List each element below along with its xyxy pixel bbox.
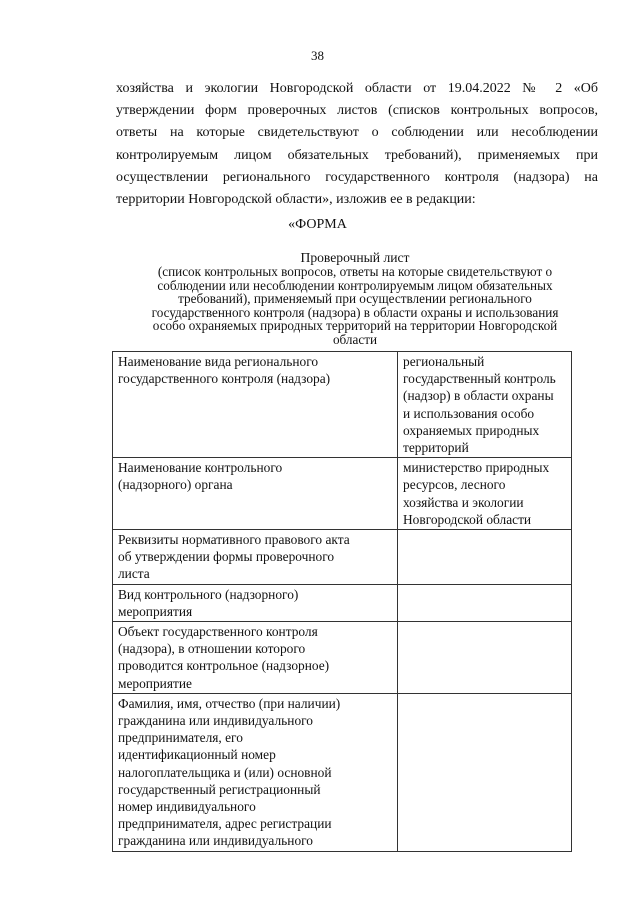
title-line: государственного контроля (надзора) в области охраны и использования xyxy=(151,304,559,320)
title-line: соблюдении или несоблюдении контролируемым лицом обязательных xyxy=(157,277,553,293)
row-label: Фамилия, имя, отчество (при наличии) гражданина или индивидуального предпринимателя, его идентификационный номер налогоплательщика и (или) основной государственный регистрационный номер индивидуального предпринимателя, адрес регистрации гражданина или индивидуального xyxy=(118,695,341,849)
table-row xyxy=(113,530,572,585)
title-line: особо охраняемых природных территорий на территории Новгородской xyxy=(152,318,558,334)
intro-line: хозяйства и экологии Новгородской области от 19.04.2022 № 2 «Об xyxy=(116,81,598,96)
checklist-table xyxy=(112,351,572,852)
row-label-cell xyxy=(113,530,398,585)
table-row xyxy=(113,352,572,458)
row-label: Объект государственного контроля (надзора), в отношении которого проводится контрольное (надзорное) мероприятие xyxy=(118,624,330,691)
page-number: 38 xyxy=(311,48,324,63)
intro-line: осуществлении регионального государственного контроля (надзора) на xyxy=(116,169,598,185)
intro-line: утверждении форм проверочных листов (списков контрольных вопросов, xyxy=(116,103,598,119)
table-row xyxy=(113,458,572,530)
row-label: Наименование контрольного (надзорного) органа xyxy=(118,460,283,493)
table-row xyxy=(113,693,572,851)
table-row xyxy=(113,622,572,694)
intro-line: территории Новгородской области», изложив ее в редакции: xyxy=(116,192,476,208)
row-value: региональный государственный контроль (надзор) в области охраны и использования особо охраняемых природных территорий xyxy=(403,354,556,456)
title-line: области xyxy=(332,331,378,347)
row-label: Реквизиты нормативного правового акта об утверждении формы проверочного листа xyxy=(118,532,350,582)
intro-line: контролируемым лицом обязательных требований), применяемых при xyxy=(116,147,598,163)
title-line: требований), применяемый при осуществлении регионального xyxy=(178,291,532,307)
row-label: Наименование вида регионального государственного контроля (надзора) xyxy=(118,354,331,387)
row-value-cell xyxy=(398,530,572,585)
row-label: Вид контрольного (надзорного) мероприятия xyxy=(118,586,299,619)
row-value-cell xyxy=(398,352,572,458)
row-label-cell xyxy=(113,622,398,694)
title-line: Проверочный лист xyxy=(300,250,410,265)
row-label-cell xyxy=(113,458,398,530)
row-label-cell xyxy=(113,352,398,458)
row-value-cell xyxy=(398,622,572,694)
table-row xyxy=(113,584,572,621)
intro-paragraph xyxy=(116,78,598,211)
checklist-title xyxy=(110,250,600,347)
row-value-cell xyxy=(398,458,572,530)
row-value-cell xyxy=(398,693,572,851)
row-label-cell xyxy=(113,584,398,621)
intro-line: ответы на которые свидетельствуют о соблюдении или несоблюдении xyxy=(116,125,598,141)
form-label: «ФОРМА xyxy=(288,217,347,232)
row-value-cell xyxy=(398,584,572,621)
row-label-cell xyxy=(113,693,398,851)
row-value: министерство природных ресурсов, лесного хозяйства и экологии Новгородской области xyxy=(403,460,550,527)
title-line: (список контрольных вопросов, ответы на которые свидетельствуют о xyxy=(157,264,553,279)
